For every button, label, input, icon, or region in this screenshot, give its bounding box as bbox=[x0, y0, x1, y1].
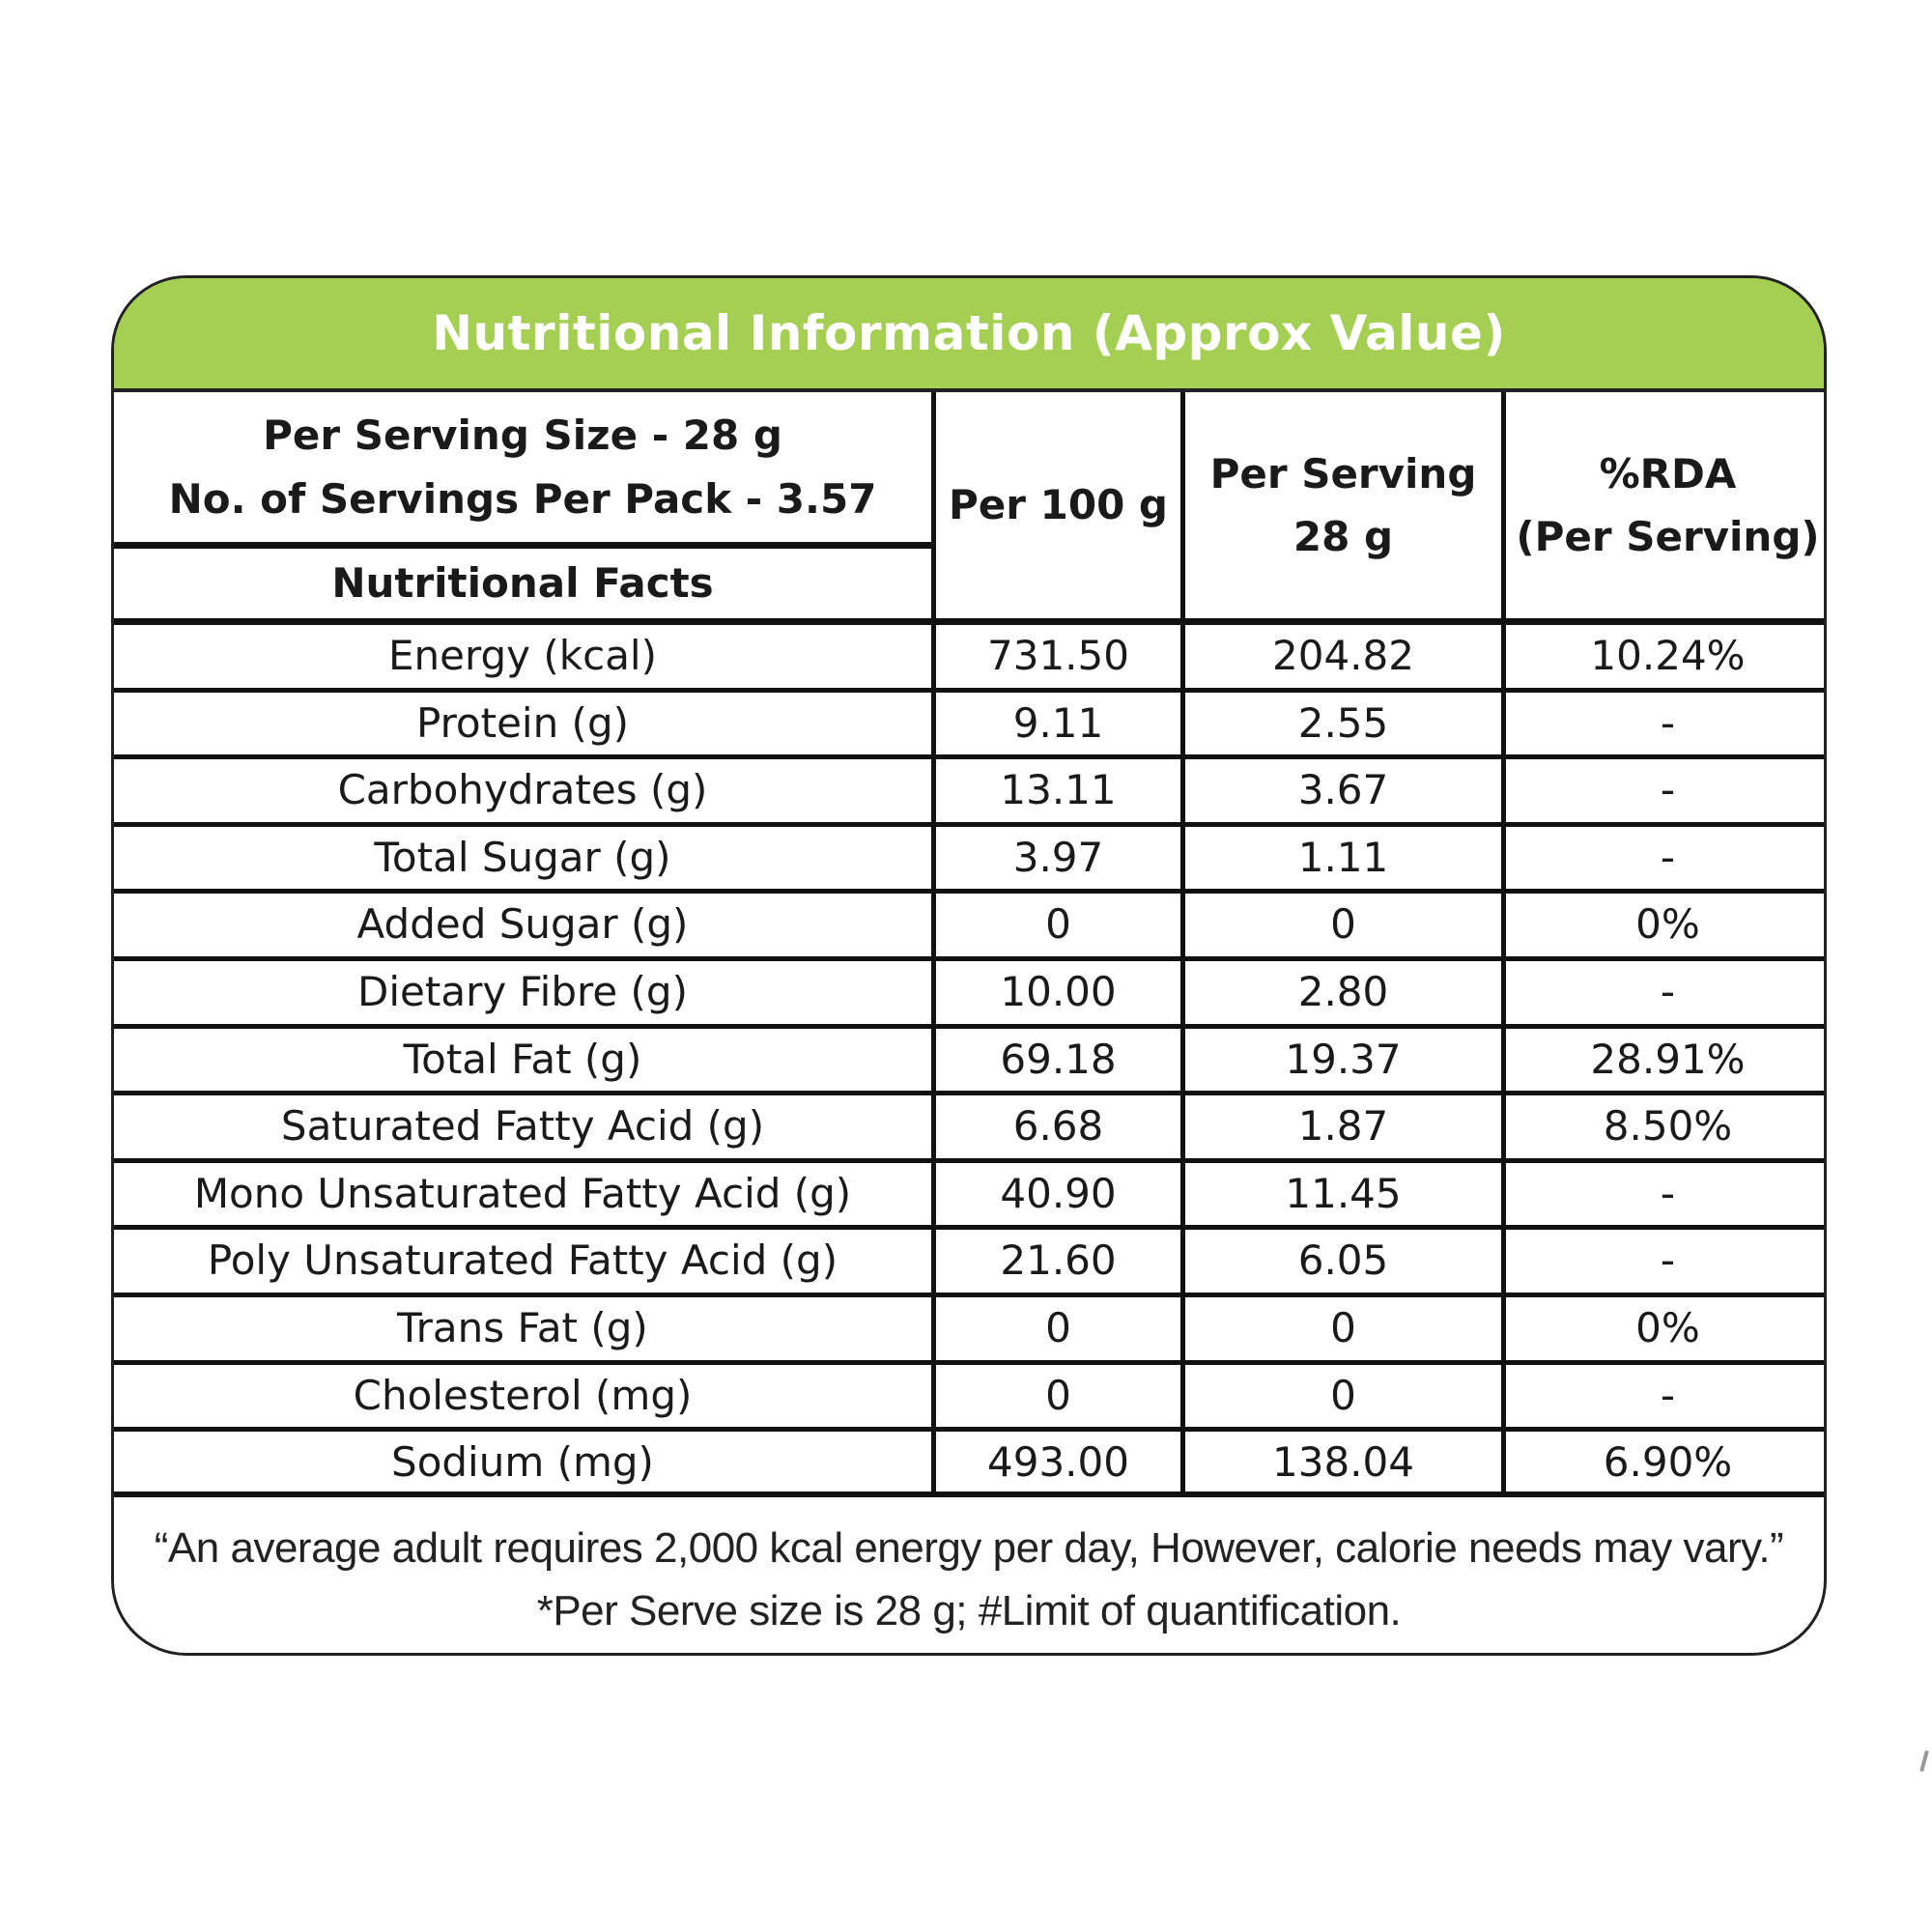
value-per-serving: 3.67 bbox=[1297, 766, 1389, 814]
nutrient-name: Total Sugar (g) bbox=[374, 833, 671, 881]
value-rda: - bbox=[1660, 1371, 1676, 1419]
value-per-serving: 0 bbox=[1330, 1304, 1356, 1352]
value-rda: 0% bbox=[1635, 900, 1700, 949]
value-per-100g: 21.60 bbox=[1000, 1236, 1117, 1285]
footnote-energy: “An average adult requires 2,000 kcal energy per day, However, calorie needs may vary.” bbox=[154, 1524, 1784, 1572]
value-per-100g: 10.00 bbox=[1000, 968, 1117, 1016]
nutrient-name: Trans Fat (g) bbox=[397, 1304, 648, 1352]
value-rda: - bbox=[1660, 698, 1676, 747]
nutrient-name: Energy (kcal) bbox=[388, 632, 657, 680]
value-per-serving: 0 bbox=[1330, 1371, 1356, 1419]
value-per-serving: 2.80 bbox=[1297, 968, 1389, 1016]
value-per-serving: 204.82 bbox=[1272, 632, 1414, 680]
value-rda: - bbox=[1660, 833, 1676, 881]
nutrient-name: Added Sugar (g) bbox=[356, 900, 689, 949]
value-rda: - bbox=[1660, 1169, 1676, 1217]
value-per-serving: 138.04 bbox=[1272, 1438, 1414, 1487]
panel-title: Nutritional Information (Approx Value) bbox=[432, 305, 1506, 361]
value-per-100g: 40.90 bbox=[1000, 1169, 1117, 1217]
value-rda: 28.91% bbox=[1590, 1035, 1746, 1083]
per-serving-line1: Per Serving bbox=[1209, 449, 1477, 497]
value-per-serving: 0 bbox=[1330, 900, 1356, 949]
value-per-100g: 0 bbox=[1045, 1371, 1071, 1419]
rda-line2: (Per Serving) bbox=[1516, 513, 1820, 560]
value-per-100g: 731.50 bbox=[987, 632, 1129, 680]
value-per-100g: 13.11 bbox=[1000, 766, 1117, 814]
value-per-serving: 2.55 bbox=[1297, 698, 1389, 747]
servings-per-pack: No. of Servings Per Pack - 3.57 bbox=[168, 474, 877, 523]
col-header-rda bbox=[1506, 392, 1827, 618]
nutrient-name: Dietary Fibre (g) bbox=[357, 968, 688, 1016]
nutrient-name: Carbohydrates (g) bbox=[337, 766, 708, 814]
header-divider bbox=[111, 542, 931, 549]
value-per-100g: 0 bbox=[1045, 900, 1071, 949]
value-per-serving: 19.37 bbox=[1285, 1035, 1402, 1083]
serving-size: Per Serving Size - 28 g bbox=[263, 412, 782, 460]
nutrient-name: Total Fat (g) bbox=[403, 1035, 642, 1083]
nutrition-panel bbox=[111, 275, 1827, 1656]
footnote-serve-size: *Per Serve size is 28 g; #Limit of quantification. bbox=[536, 1587, 1402, 1634]
nutrient-name: Cholesterol (mg) bbox=[353, 1371, 693, 1419]
value-per-serving: 6.05 bbox=[1297, 1236, 1389, 1285]
value-per-serving: 1.87 bbox=[1297, 1102, 1389, 1151]
value-rda: 6.90% bbox=[1603, 1438, 1733, 1487]
col-header-per-serving bbox=[1185, 392, 1501, 618]
value-rda: 10.24% bbox=[1590, 632, 1746, 680]
serving-info bbox=[114, 392, 931, 542]
value-per-serving: 11.45 bbox=[1285, 1169, 1402, 1217]
facts-label: Nutritional Facts bbox=[331, 559, 714, 608]
nutrient-name: Saturated Fatty Acid (g) bbox=[280, 1102, 765, 1151]
value-per-100g: 6.68 bbox=[1012, 1102, 1104, 1151]
per-serving-line2: 28 g bbox=[1293, 513, 1394, 560]
nutrient-name: Protein (g) bbox=[415, 698, 629, 747]
value-rda: 0% bbox=[1635, 1304, 1700, 1352]
value-per-100g: 3.97 bbox=[1012, 833, 1104, 881]
value-per-100g: 0 bbox=[1045, 1304, 1071, 1352]
nutrition-table bbox=[114, 278, 1824, 1653]
nutrient-name: Sodium (mg) bbox=[391, 1438, 654, 1487]
value-per-serving: 1.11 bbox=[1297, 833, 1389, 881]
value-per-100g: 69.18 bbox=[1000, 1035, 1117, 1083]
value-rda: 8.50% bbox=[1603, 1102, 1733, 1151]
nutrient-name: Poly Unsaturated Fatty Acid (g) bbox=[207, 1236, 838, 1285]
value-per-100g: 493.00 bbox=[987, 1438, 1129, 1487]
value-rda: - bbox=[1660, 1236, 1676, 1285]
nutrient-name: Mono Unsaturated Fatty Acid (g) bbox=[193, 1169, 852, 1217]
value-rda: - bbox=[1660, 968, 1676, 1016]
header-bottom-rule bbox=[114, 618, 1824, 625]
value-rda: - bbox=[1660, 766, 1676, 814]
rda-line1: %RDA bbox=[1599, 449, 1737, 497]
edge-artifact bbox=[1919, 1750, 1929, 1772]
col-header-per-100g: Per 100 g bbox=[949, 481, 1168, 529]
value-per-100g: 9.11 bbox=[1012, 698, 1104, 747]
